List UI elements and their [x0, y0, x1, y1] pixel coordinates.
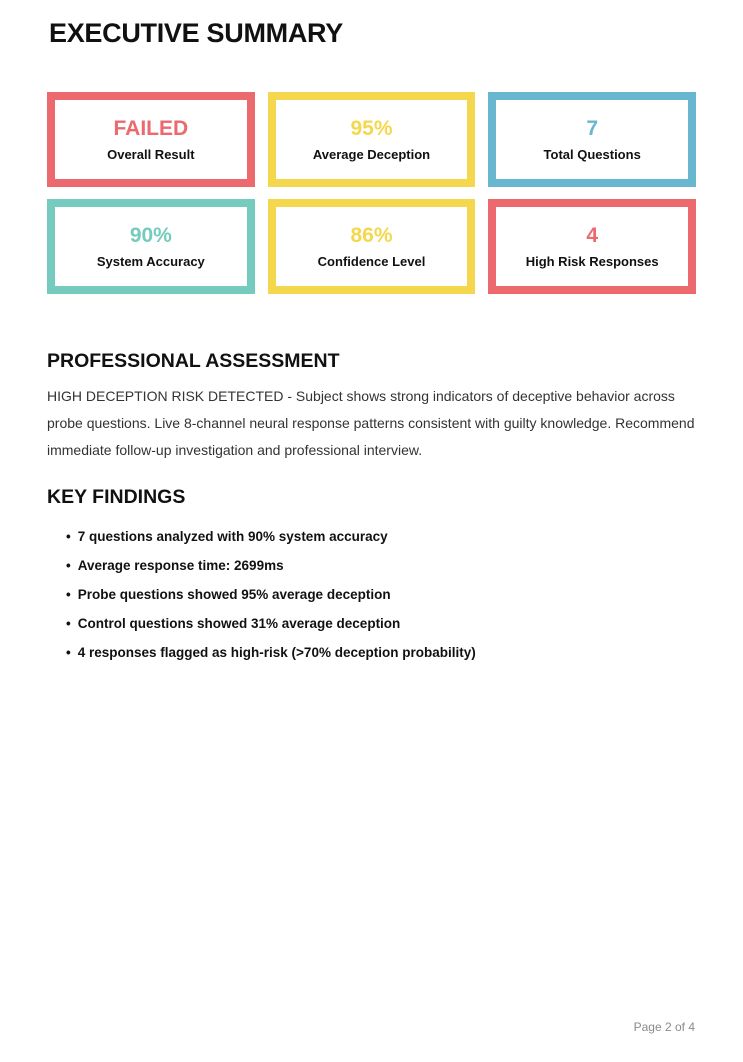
stat-value: FAILED [113, 117, 189, 140]
stat-value: 95% [350, 117, 393, 140]
stat-card-confidence-level [268, 199, 476, 294]
report-page [0, 18, 743, 1062]
finding-item [66, 638, 696, 667]
finding-text: 4 responses flagged as high-risk (>70% deception probability) [77, 645, 476, 660]
page-number: Page 2 of 4 [633, 1020, 695, 1034]
key-findings-list [47, 522, 696, 667]
page-content [0, 18, 743, 667]
key-findings-section [47, 486, 696, 667]
stat-value: 4 [586, 224, 598, 247]
professional-assessment-section [47, 350, 696, 464]
stat-value: 7 [586, 117, 598, 140]
finding-text: Probe questions showed 95% average deception [77, 587, 391, 602]
bullet-icon: • [66, 616, 71, 631]
page-title: EXECUTIVE SUMMARY [49, 18, 343, 48]
stat-label: System Accuracy [96, 254, 205, 269]
bullet-icon: • [66, 645, 71, 660]
professional-assessment-heading: PROFESSIONAL ASSESSMENT [47, 350, 340, 372]
stat-card-average-deception [268, 92, 476, 187]
stat-label: High Risk Responses [525, 254, 659, 269]
stat-card-overall-result [47, 92, 255, 187]
stat-card-total-questions [488, 92, 696, 187]
finding-item [66, 609, 696, 638]
stat-card-high-risk-responses [488, 199, 696, 294]
finding-text: 7 questions analyzed with 90% system accuracy [77, 529, 388, 544]
finding-item [66, 580, 696, 609]
stat-label: Overall Result [107, 147, 195, 162]
stat-label: Total Questions [543, 147, 641, 162]
stat-value: 90% [129, 224, 172, 247]
stat-value: 86% [350, 224, 393, 247]
stat-label: Confidence Level [317, 254, 426, 269]
professional-assessment-body: HIGH DECEPTION RISK DETECTED - Subject shows strong indicators of deceptive behavior across probe questions. Live 8-channel neural response patterns consistent with guilty knowledge. Recommend immediate follow-up investigation and professional interview. [47, 388, 695, 458]
stat-label: Average Deception [312, 147, 431, 162]
finding-item [66, 551, 696, 580]
bullet-icon: • [66, 587, 71, 602]
stat-card-system-accuracy [47, 199, 255, 294]
bullet-icon: • [66, 529, 71, 544]
finding-text: Control questions showed 31% average deception [77, 616, 401, 631]
bullet-icon: • [66, 558, 71, 573]
finding-item [66, 522, 696, 551]
finding-text: Average response time: 2699ms [77, 558, 284, 573]
stats-grid [47, 92, 696, 294]
key-findings-heading: KEY FINDINGS [47, 486, 186, 508]
